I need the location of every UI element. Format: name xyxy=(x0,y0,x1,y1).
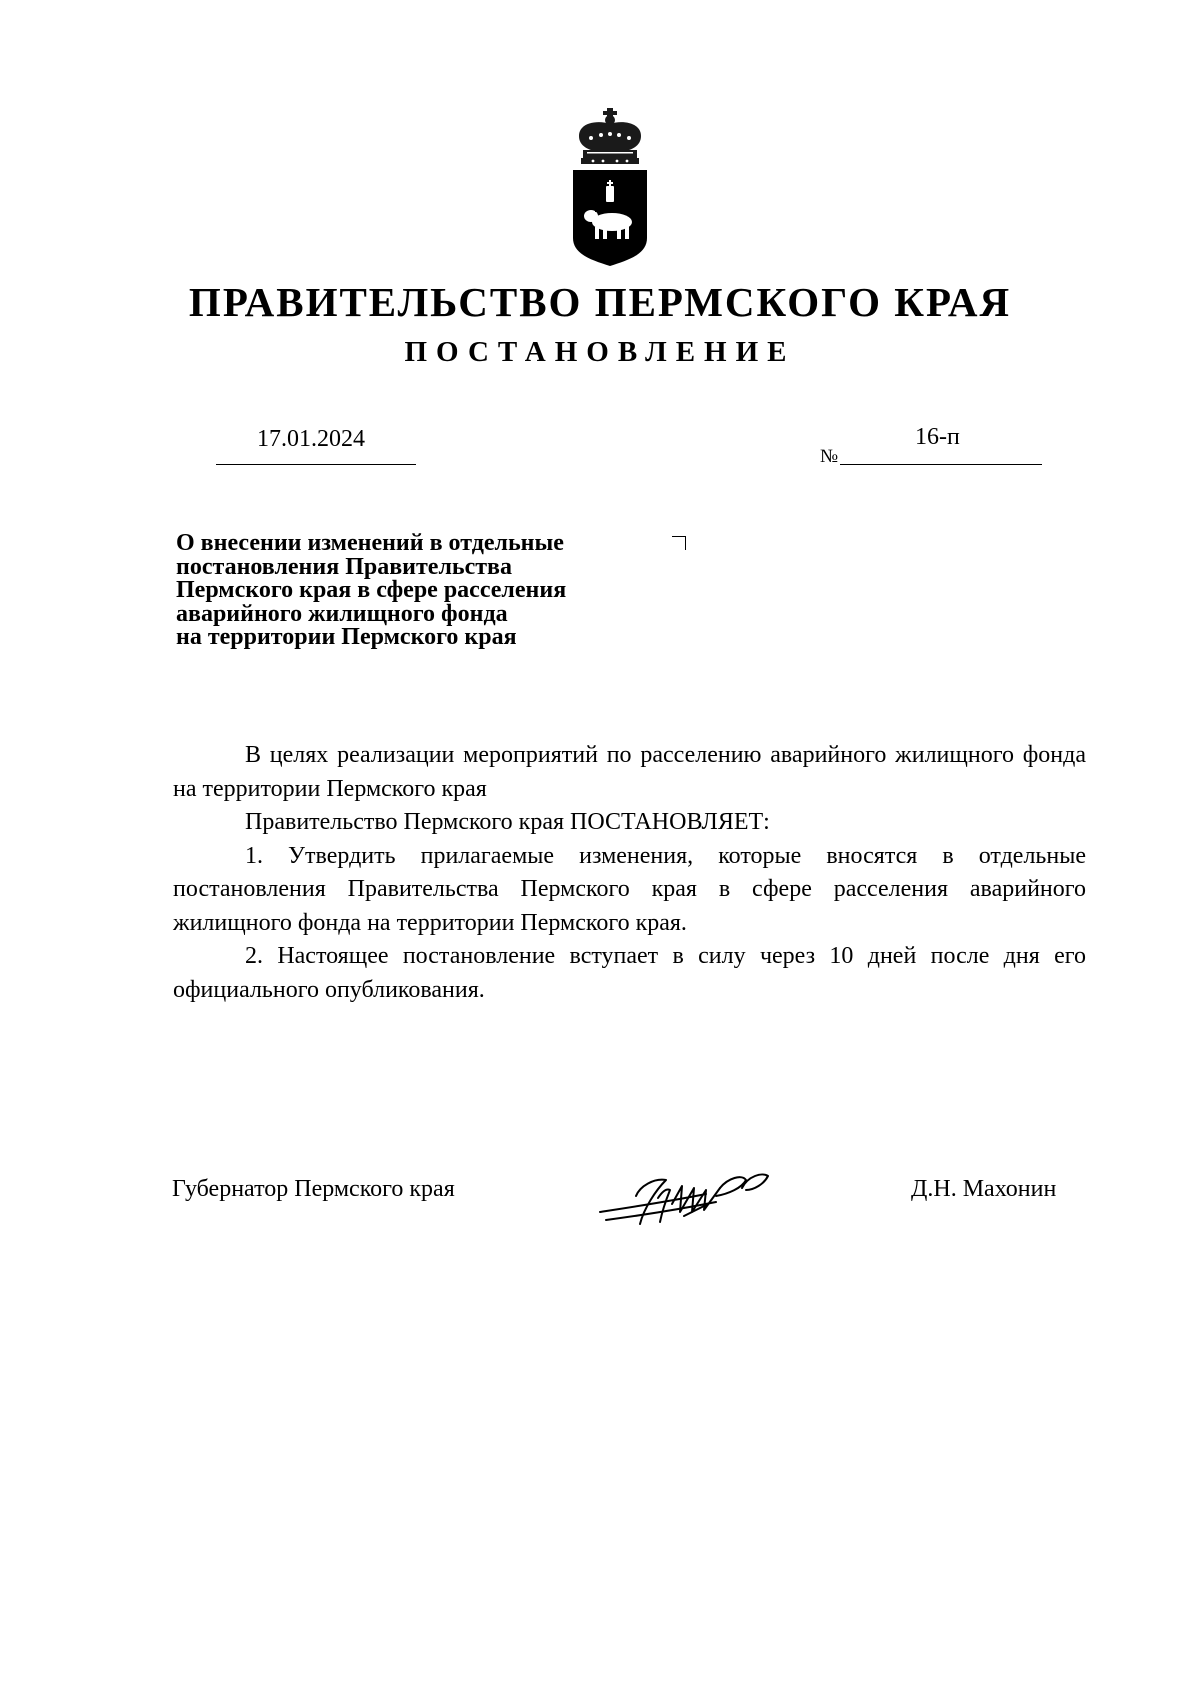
document-subject xyxy=(176,532,696,650)
organization-title: ПРАВИТЕЛЬСТВО ПЕРМСКОГО КРАЯ xyxy=(188,279,1012,325)
number-underline xyxy=(840,464,1042,465)
body-paragraph: 1. Утвердить прилагаемые изменения, которые вносятся в отдельные постановления Правительства Пермского края в сфере расселения аварийного жилищного фонда на территории Пермского края. xyxy=(173,842,1086,936)
document-type-title: ПОСТАНОВЛЕНИЕ xyxy=(404,336,796,368)
subject-line: Пермского края в сфере расселения xyxy=(176,577,567,603)
document-number: 16-п xyxy=(915,424,960,450)
signatory-name: Д.Н. Махонин xyxy=(911,1176,1057,1202)
body-paragraph: Правительство Пермского края ПОСТАНОВЛЯЕТ: xyxy=(245,809,770,835)
subject-line: постановления Правительства xyxy=(176,553,512,580)
subject-corner-mark xyxy=(672,536,686,550)
body-paragraph: В целях реализации мероприятий по расселению аварийного жилищного фонда на территории Пермского края xyxy=(173,742,1086,802)
subject-line: аварийного жилищного фонда xyxy=(176,600,508,627)
subject-line: на территории Пермского края xyxy=(176,624,517,650)
handwritten-signature xyxy=(596,1168,780,1228)
body-paragraph: 2. Настоящее постановление вступает в силу через 10 дней после дня его официального опубликования. xyxy=(173,943,1086,1003)
coat-of-arms-icon xyxy=(569,108,651,266)
date-underline xyxy=(216,464,416,465)
number-label: № xyxy=(820,446,839,467)
signatory-title: Губернатор Пермского края xyxy=(172,1176,455,1202)
subject-line: О внесении изменений в отдельные xyxy=(176,530,564,556)
document-body xyxy=(173,739,1086,1007)
document-date: 17.01.2024 xyxy=(257,426,365,452)
